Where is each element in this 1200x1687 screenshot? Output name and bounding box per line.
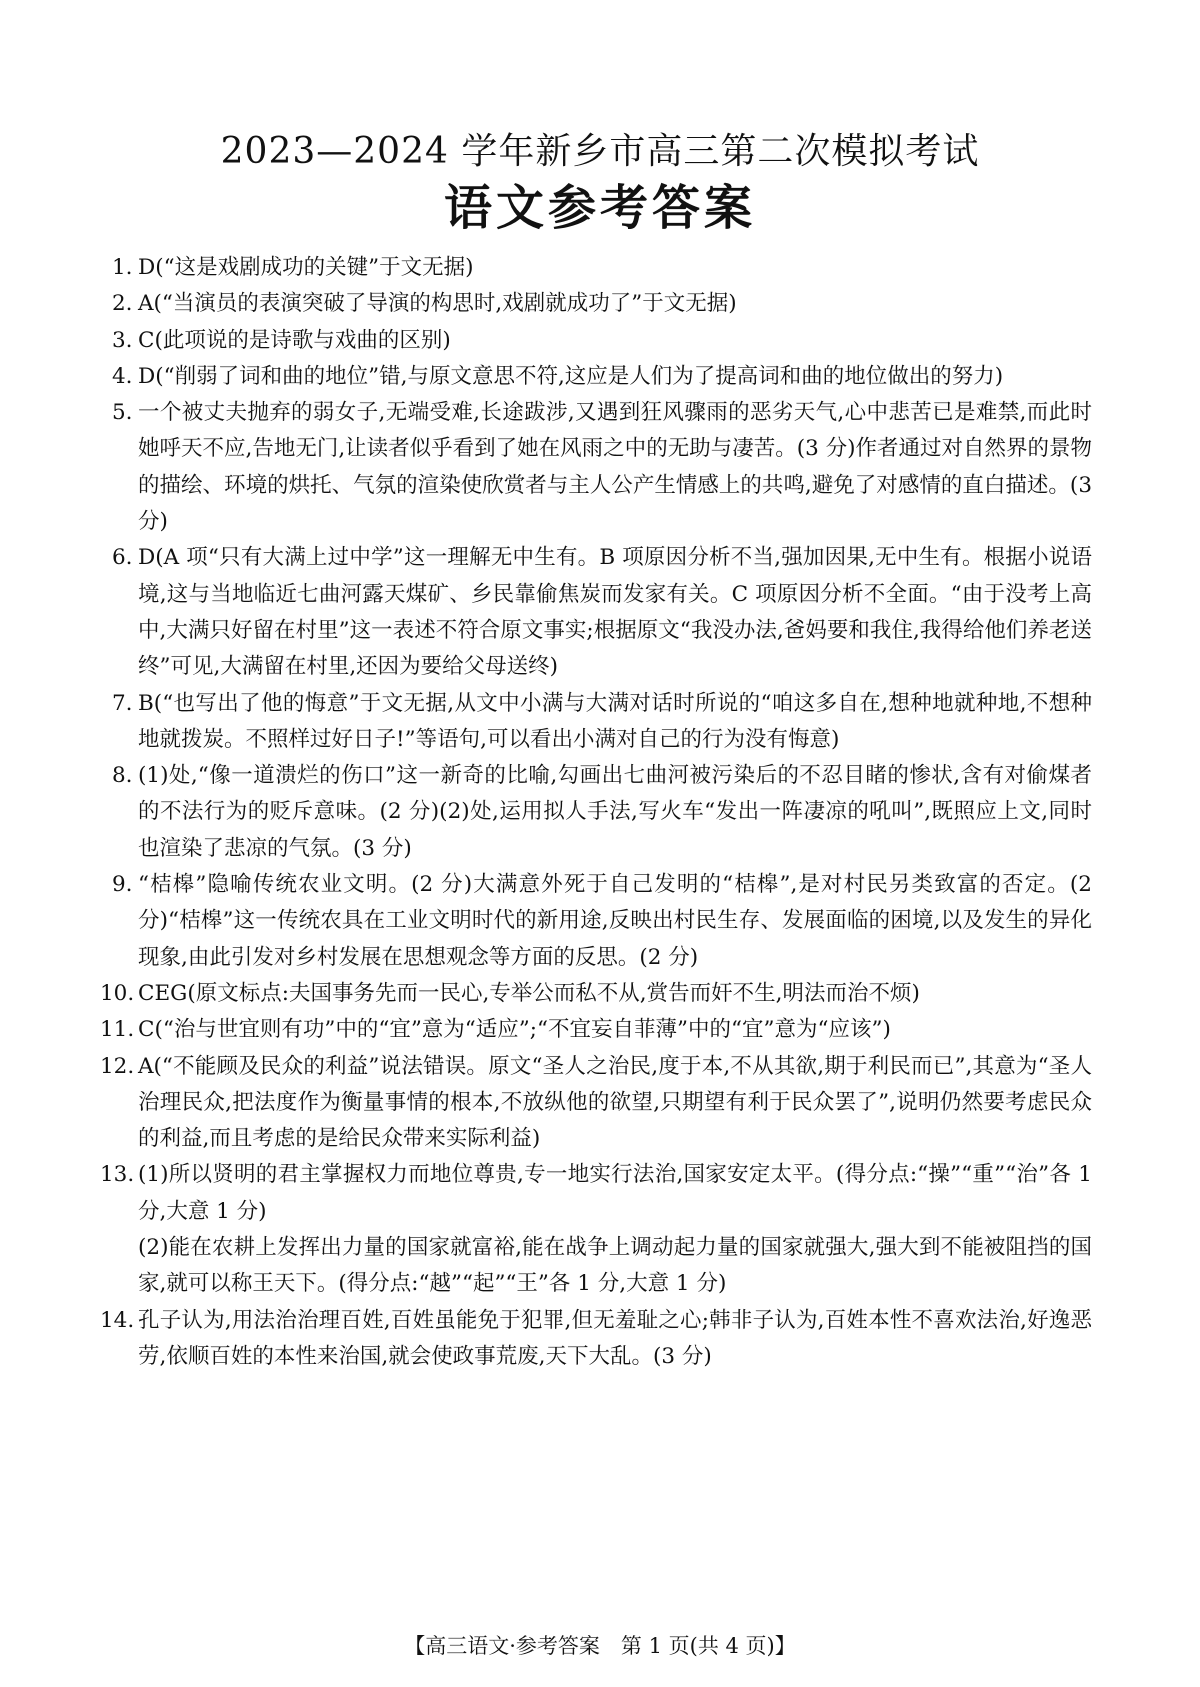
answer-text: A(“不能顾及民众的利益”说法错误。原文“圣人之治民,度于本,不从其欲,期于利民而已”,其意为“圣人治理民众,把法度作为衡量事情的根本,不放纵他的欲望,只期望有利于民众罢了”,说明仍然要考虑民众的利益,而且考虑的是给民众带来实际利益) <box>138 1053 1092 1152</box>
answer-number: 5. <box>112 400 133 426</box>
answer-number: 6. <box>112 545 133 571</box>
answer-text: “桔槔”隐喻传统农业文明。(2 分)大满意外死于自己发明的“桔槔”,是对村民另类致富的否定。(2 分)“桔槔”这一传统农具在工业文明时代的新用途,反映出村民生存、发展面临的困境,以及发生的异化现象,由此引发对乡村发展在思想观念等方面的反思。(2 分) <box>138 872 1092 970</box>
answer-item <box>112 540 1092 685</box>
answer-item <box>112 758 1092 867</box>
answer-number: 1. <box>112 255 133 280</box>
answer-text: C(“治与世宜则有功”中的“宜”意为“适应”;“不宜妄自菲薄”中的“宜”意为“应该”) <box>138 1017 891 1043</box>
answer-text: D(“削弱了词和曲的地位”错,与原文意思不符,这应是人们为了提高词和曲的地位做出的努力) <box>138 363 1004 389</box>
answer-number: 10. <box>100 980 135 1006</box>
answer-number: 12. <box>100 1053 135 1079</box>
answer-item <box>112 686 1092 759</box>
answer-item <box>112 250 1092 286</box>
answer-item <box>112 395 1092 540</box>
answer-text: CEG(原文标点:夫国事务先而一民心,专举公而私不从,赏告而奸不生,明法而治不烦) <box>138 980 920 1006</box>
answer-text: 孔子认为,用法治治理百姓,百姓虽能免于犯罪,但无羞耻之心;韩非子认为,百姓本性不喜欢法治,好逸恶劳,依顺百姓的本性来治国,就会使政事荒废,天下大乱。(3 分) <box>138 1307 1092 1369</box>
page-subtitle: 语文参考答案 <box>443 180 756 236</box>
answer-item <box>112 286 1092 322</box>
page-footer: 【高三语文·参考答案 第 1 页(共 4 页)】 <box>404 1634 796 1658</box>
answer-item <box>100 1303 1092 1376</box>
answer-number: 2. <box>112 291 133 317</box>
answer-item <box>100 1012 1092 1048</box>
answer-number: 4. <box>112 363 133 389</box>
answer-text: C(此项说的是诗歌与戏曲的区别) <box>138 327 451 353</box>
answer-subpart: (1)所以贤明的君主掌握权力而地位尊贵,专一地实行法治,国家安定太平。(得分点:“操”“重”“治”各 1 分,大意 1 分) <box>138 1162 1092 1224</box>
answer-text: B(“也写出了他的悔意”于文无据,从文中小满与大满对话时所说的“咱这多自在,想种地就种地,不想种地就拨炭。不照样过好日子!”等语句,可以看出小满对自己的行为没有悔意) <box>138 690 1092 752</box>
answer-text: A(“当演员的表演突破了导演的构思时,戏剧就成功了”于文无据) <box>138 291 737 317</box>
answer-number: 8. <box>112 763 133 789</box>
answer-number: 13. <box>100 1162 135 1188</box>
answer-item <box>100 1049 1092 1158</box>
answer-item <box>112 359 1092 395</box>
answer-text: 一个被丈夫抛弃的弱女子,无端受难,长途跋涉,又遇到狂风骤雨的恶劣天气,心中悲苦已是难禁,而此时她呼天不应,告地无门,让读者似乎看到了她在风雨之中的无助与凄苦。(3 分)作者通过对自然界的景物的描绘、环境的烘托、气氛的渲染使欣赏者与主人公产生情感上的共鸣,避免了对感情的直白描述。(3 分) <box>138 400 1092 535</box>
answer-text: (1)处,“像一道溃烂的伤口”这一新奇的比喻,勾画出七曲河被污染后的不忍目睹的惨状,含有对偷煤者的不法行为的贬斥意味。(2 分)(2)处,运用拟人手法,写火车“发出一阵凄凉的吼叫”,既照应上文,同时也渲染了悲凉的气氛。(3 分) <box>138 763 1092 861</box>
answer-text: D(“这是戏剧成功的关键”于文无据) <box>138 255 474 280</box>
answer-item <box>100 1157 1092 1302</box>
answer-text: D(A 项“只有大满上过中学”这一理解无中生有。B 项原因分析不当,强加因果,无中生有。根据小说语境,这与当地临近七曲河露天煤矿、乡民靠偷焦炭而发家有关。C 项原因分析不全面。“由于没考上高中,大满只好留在村里”这一表述不符合原文事实;根据原文“我没办法,爸妈要和我住,我得给他们养老送终”可见,大满留在村里,还因为要给父母送终) <box>138 545 1092 680</box>
answer-item <box>112 867 1092 976</box>
answer-number: 14. <box>100 1307 135 1333</box>
answer-item <box>100 976 1092 1012</box>
answer-text <box>138 1157 1092 1302</box>
answer-number: 9. <box>112 872 133 898</box>
answer-number: 7. <box>112 690 133 716</box>
answer-list <box>100 250 1092 1375</box>
answer-number: 3. <box>112 327 133 353</box>
answer-subpart: (2)能在农耕上发挥出力量的国家就富裕,能在战争上调动起力量的国家就强大,强大到不能被阻挡的国家,就可以称王天下。(得分点:“越”“起”“王”各 1 分,大意 1 分) <box>138 1235 1092 1297</box>
answer-number: 11. <box>100 1017 135 1043</box>
answer-item <box>112 323 1092 359</box>
exam-title: 2023—2024 学年新乡市高三第二次模拟考试 <box>220 131 980 172</box>
